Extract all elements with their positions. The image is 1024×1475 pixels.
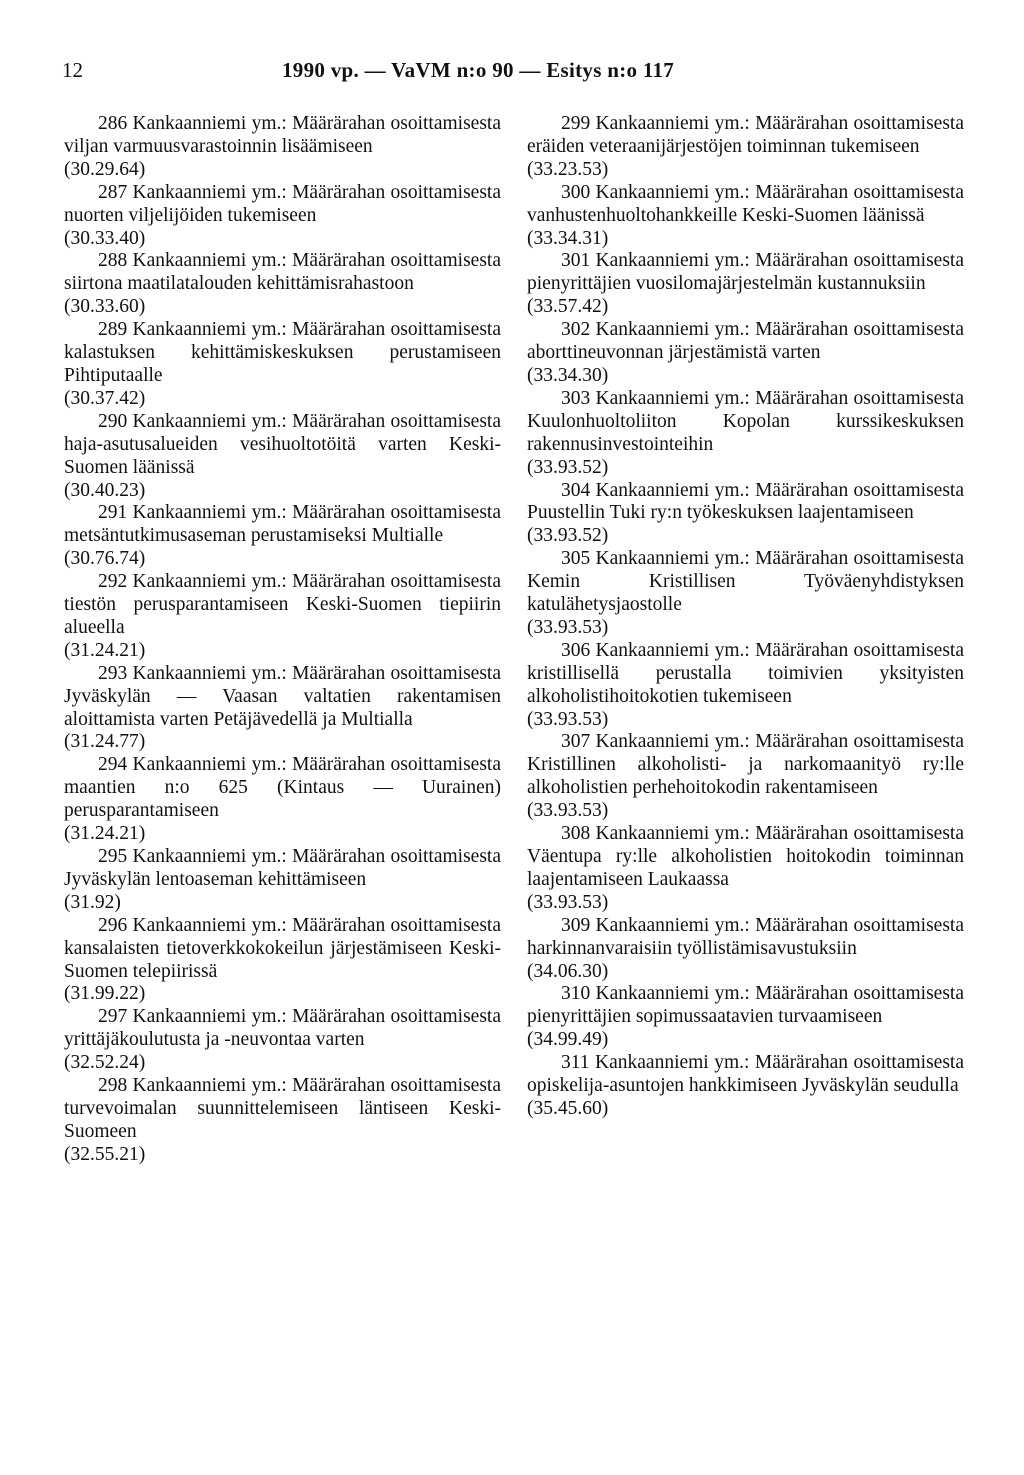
left-column — [64, 113, 501, 1167]
budget-item-code: (30.37.42) — [64, 387, 146, 409]
motion-text: 295 Kankaanniemi ym.: Määrärahan osoittamisesta Jyväskylän lentoaseman kehittämiseen — [64, 846, 501, 890]
budget-item-code: (31.92) — [64, 891, 121, 913]
budget-item-code: (30.33.40) — [64, 227, 146, 249]
motion-text: 288 Kankaanniemi ym.: Määrärahan osoittamisesta siirtona maatilatalouden kehittämisrahastoon — [64, 250, 501, 295]
motion-text: 303 Kankaanniemi ym.: Määrärahan osoittamisesta Kuulonhuoltoliiton Kopolan kurssikeskuksen rakennusinvestointeihin — [527, 387, 964, 455]
motion-entry — [64, 571, 501, 663]
motion-text: 289 Kankaanniemi ym.: Määrärahan osoittamisesta kalastuksen kehittämiskeskuksen perustamiseen Pihtiputaalle — [64, 319, 501, 386]
motion-text: 304 Kankaanniemi ym.: Määrärahan osoittamisesta Puustellin Tuki ry:n työkeskuksen laajentamiseen — [527, 479, 964, 524]
motion-entry — [527, 113, 964, 182]
budget-item-code: (31.24.21) — [64, 823, 146, 845]
motion-text: 307 Kankaanniemi ym.: Määrärahan osoittamisesta Kristillinen alkoholisti- ja narkomaanityö ry:lle alkoholistien perhehoitokodin rakentamiseen — [527, 731, 964, 799]
motion-entry — [64, 915, 501, 1007]
motion-entry — [527, 250, 964, 319]
motion-entry — [527, 1052, 964, 1121]
motion-entry — [64, 113, 501, 182]
budget-item-code: (32.52.24) — [64, 1052, 146, 1074]
budget-item-code: (31.99.22) — [64, 983, 146, 1005]
budget-item-code: (35.45.60) — [527, 1097, 609, 1119]
motion-text: 291 Kankaanniemi ym.: Määrärahan osoittamisesta metsäntutkimusaseman perustamiseksi Multialle — [64, 502, 501, 547]
budget-item-code: (34.99.49) — [527, 1029, 609, 1051]
motion-text: 311 Kankaanniemi ym.: Määrärahan osoittamisesta opiskelija-asuntojen hankkimiseen Jyväskylän seudulla — [527, 1052, 964, 1097]
motion-text: 287 Kankaanniemi ym.: Määrärahan osoittamisesta nuorten viljelijöiden tukemiseen — [64, 181, 501, 226]
budget-item-code: (30.33.60) — [64, 296, 146, 318]
budget-item-code: (33.93.53) — [527, 616, 609, 638]
motion-entry — [64, 663, 501, 755]
motion-text: 308 Kankaanniemi ym.: Määrärahan osoittamisesta Väentupa ry:lle alkoholistien hoitokodin toiminnan laajentamiseen Laukaassa — [527, 823, 964, 890]
motion-entry — [64, 1075, 501, 1167]
budget-item-code: (34.06.30) — [527, 960, 609, 982]
motion-entry — [527, 182, 964, 251]
motion-entry — [64, 1006, 501, 1075]
budget-item-code: (33.57.42) — [527, 296, 609, 318]
page-number: 12 — [62, 58, 83, 82]
motion-entry — [527, 480, 964, 549]
motion-text: 310 Kankaanniemi ym.: Määrärahan osoittamisesta pienyrittäjien sopimussaatavien turvaamiseen — [527, 983, 964, 1028]
motion-text: 299 Kankaanniemi ym.: Määrärahan osoittamisesta eräiden veteraanijärjestöjen toiminnan tukemiseen — [527, 113, 964, 157]
motion-entry — [527, 640, 964, 732]
motion-entry — [64, 182, 501, 251]
right-column — [527, 113, 964, 1121]
running-head: 1990 vp. — VaVM n:o 90 — Esitys n:o 117 — [282, 58, 675, 82]
motion-entry — [64, 502, 501, 571]
motion-entry — [64, 754, 501, 846]
budget-item-code: (32.55.21) — [64, 1143, 146, 1165]
budget-item-code: (31.24.77) — [64, 731, 146, 753]
motion-entry — [64, 250, 501, 319]
motion-text: 309 Kankaanniemi ym.: Määrärahan osoittamisesta harkinnanvaraisiin työllistämisavustuksiin — [527, 914, 964, 959]
motion-entry — [527, 823, 964, 915]
budget-item-code: (33.23.53) — [527, 158, 609, 180]
budget-item-code: (33.34.30) — [527, 364, 609, 386]
budget-item-code: (33.93.53) — [527, 800, 609, 822]
motion-text: 301 Kankaanniemi ym.: Määrärahan osoittamisesta pienyrittäjien vuosilomajärjestelmän kustannuksiin — [527, 250, 964, 295]
motion-text: 293 Kankaanniemi ym.: Määrärahan osoittamisesta Jyväskylän — Vaasan valtatien rakentamisen aloittamista varten Petäjävedellä ja Multialla — [64, 662, 501, 730]
motion-text: 290 Kankaanniemi ym.: Määrärahan osoittamisesta haja-asutusalueiden vesihuoltotöitä varten Keski-Suomen läänissä — [64, 410, 501, 478]
budget-item-code: (33.93.53) — [527, 708, 609, 730]
motion-text: 292 Kankaanniemi ym.: Määrärahan osoittamisesta tiestön perusparantamiseen Keski-Suomen tiepiirin alueella — [64, 571, 501, 638]
motion-entry — [527, 915, 964, 984]
budget-item-code: (33.93.52) — [527, 525, 609, 547]
budget-item-code: (33.93.53) — [527, 891, 609, 913]
motion-entry — [527, 983, 964, 1052]
motion-text: 306 Kankaanniemi ym.: Määrärahan osoittamisesta kristillisellä perustalla toimivien yksityisten alkoholistihoitokotien tukemiseen — [527, 639, 964, 707]
motion-text: 300 Kankaanniemi ym.: Määrärahan osoittamisesta vanhustenhuoltohankkeille Keski-Suomen läänissä — [527, 181, 964, 226]
motion-text: 302 Kankaanniemi ym.: Määrärahan osoittamisesta aborttineuvonnan järjestämistä varten — [527, 319, 964, 364]
motion-entry — [527, 319, 964, 388]
motion-text: 286 Kankaanniemi ym.: Määrärahan osoittamisesta viljan varmuusvarastoinnin lisäämiseen — [64, 113, 501, 157]
budget-item-code: (33.34.31) — [527, 227, 609, 249]
motion-entry — [527, 548, 964, 640]
budget-item-code: (33.93.52) — [527, 456, 609, 478]
budget-item-code: (30.40.23) — [64, 479, 146, 501]
motion-entry — [64, 319, 501, 411]
motion-entry — [527, 731, 964, 823]
motion-entry — [64, 411, 501, 503]
motion-text: 296 Kankaanniemi ym.: Määrärahan osoittamisesta kansalaisten tietoverkkokokeilun järjestämiseen Keski-Suomen telepiirissä — [64, 914, 501, 982]
budget-item-code: (30.76.74) — [64, 548, 146, 570]
budget-item-code: (31.24.21) — [64, 639, 146, 661]
budget-item-code: (30.29.64) — [64, 158, 146, 180]
motion-text: 294 Kankaanniemi ym.: Määrärahan osoittamisesta maantien n:o 625 (Kintaus — Uurainen) perusparantamiseen — [64, 754, 501, 822]
motion-text: 298 Kankaanniemi ym.: Määrärahan osoittamisesta turvevoimalan suunnittelemiseen läntiseen Keski-Suomeen — [64, 1075, 501, 1142]
motion-entry — [527, 388, 964, 480]
motion-text: 297 Kankaanniemi ym.: Määrärahan osoittamisesta yrittäjäkoulutusta ja -neuvontaa varten — [64, 1006, 501, 1051]
motion-entry — [64, 846, 501, 915]
motion-text: 305 Kankaanniemi ym.: Määrärahan osoittamisesta Kemin Kristillisen Työväenyhdistyksen katulähetysjaostolle — [527, 548, 964, 616]
